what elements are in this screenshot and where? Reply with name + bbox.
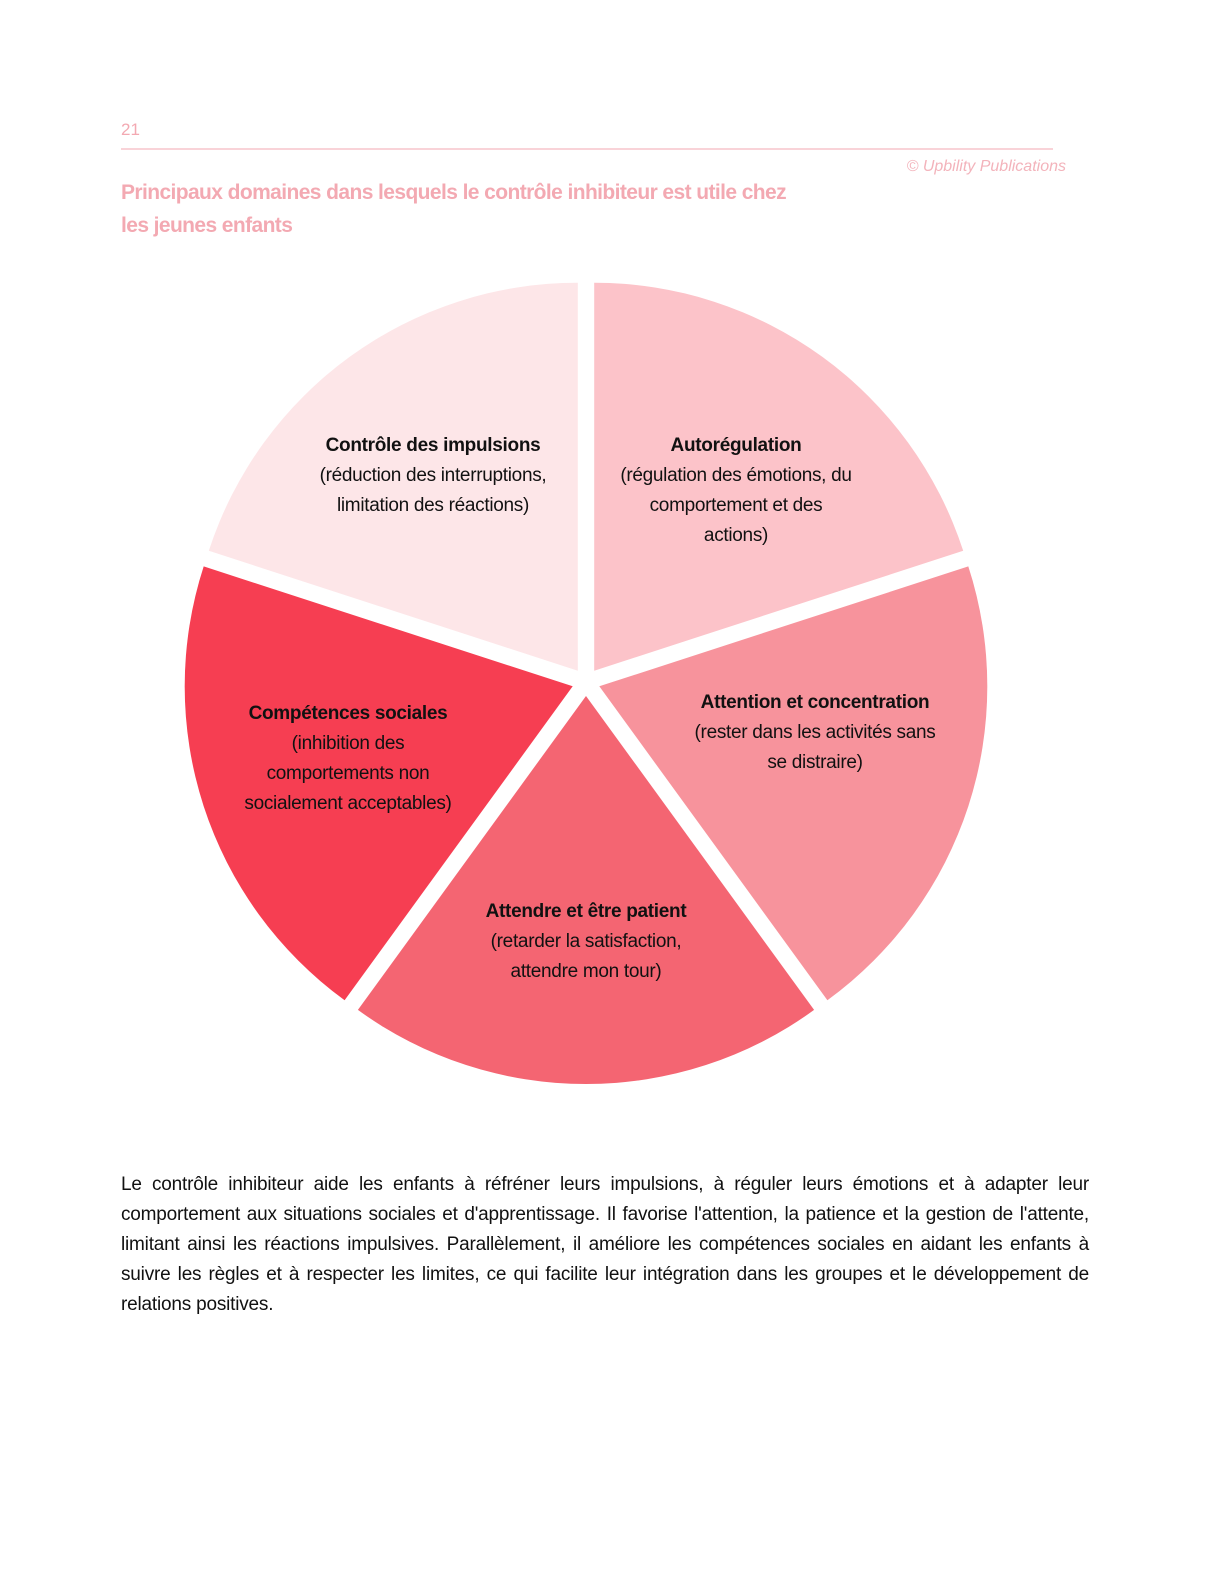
segment-title: Compétences sociales (248, 703, 448, 724)
section-title: Principaux domaines dans lesquels le contrôle inhibiteur est utile chez les jeunes enfants (121, 181, 786, 237)
body-paragraph: Le contrôle inhibiteur aide les enfants à réfréner leurs impulsions, à réguler leurs émotions et à adapter leur comportement aux situations sociales et d'apprentissage. Il favorise l'attention, la patience et la gestion de l'attente, limitant ainsi les réactions impulsives. Parallèlement, il améliore les compétences sociales en aidant les enfants à suivre les règles et à respecter les limites, ce qui facilite leur intégration dans les groupes et le développement de relations positives. (121, 1174, 1089, 1315)
page-number: 21 (121, 120, 140, 139)
segment-title: Autorégulation (670, 435, 802, 456)
segment-title: Contrôle des impulsions (325, 435, 541, 456)
segment-title: Attention et concentration (700, 692, 930, 713)
segment-title: Attendre et être patient (485, 901, 687, 922)
segment-description: (rester dans les activités sans se distraire) (694, 722, 936, 773)
segment-description: (retarder la satisfaction, attendre mon tour) (490, 931, 682, 982)
copyright-notice: © Upbility Publications (906, 158, 1066, 175)
segment-description: (réduction des interruptions, limitation des réactions) (319, 465, 547, 516)
segment-description: (inhibition des comportements non socialement acceptables) (244, 733, 452, 814)
segment-description: (régulation des émotions, du comportement et des actions) (620, 465, 852, 546)
segment-label-attention (690, 688, 940, 778)
segment-label-social-skills (228, 699, 468, 819)
segment-label-waiting-patience (466, 897, 706, 987)
segment-label-impulse-control (298, 431, 568, 521)
segment-label-self-regulation (616, 431, 856, 551)
